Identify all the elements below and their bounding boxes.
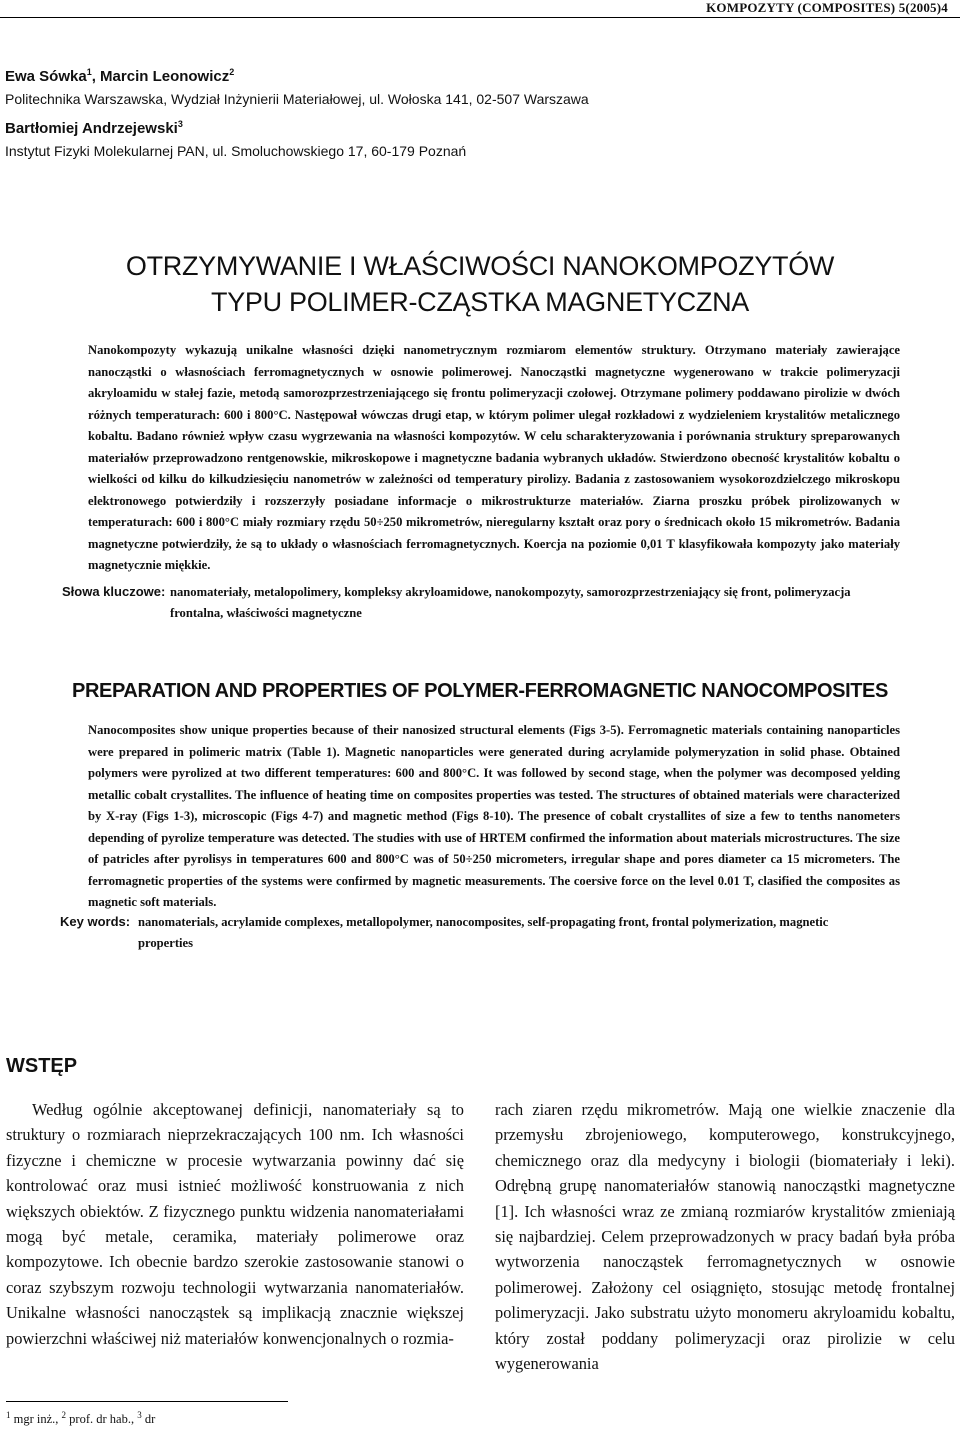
keywords-polish-text: nanomateriały, metalopolimery, kompleksy akryloamidowe, nanokompozyty, samorozprzestrzeniający się front, polimeryzacja frontalna, właściwości magnetyczne (170, 585, 851, 620)
author-sup-3: 3 (177, 119, 183, 129)
footnote-text-3: dr (141, 1412, 156, 1427)
title-polish (0, 248, 960, 320)
author-name-3: Bartłomiej Andrzejewski (5, 120, 178, 137)
header-rule (0, 17, 960, 18)
footnote (6, 1410, 155, 1427)
section-heading-intro: WSTĘP (6, 1055, 78, 1077)
intro-column-left: Według ogólnie akceptowanej definicji, nanomateriały są to struktury o rozmiarach nieprzekraczających 100 nm. Ich własności fizyczne i chemiczne w procesie wytwarzania powinny dać się kontrolować oraz musi istnieć możliwość konstruowania z nich większych obiektów. Z fizycznego punktu widzenia nanomateriałami mogą być metale, ceramika, materiały polimerowe oraz kompozytowe. Ich obecnie bardzo szerokie zastosowanie stanowi o coraz szybszym rozwoju technologii wytwarzania nanomateriałów. Unikalne własności nanocząstek są implikacją znacznie większej powierzchni właściwej niż materiałów konwencjonalnych o rozmia- (6, 1100, 464, 1348)
author-name-1: Ewa Sówka (5, 68, 87, 85)
intro-column-right: rach ziaren rzędu mikrometrów. Mają one wielkie znaczenie dla przemysłu zbrojeniowego, komputerowego, konstrukcyjnego, chemicznego oraz dla medycyny i biologii (biomateriały i leki). Odrębną grupę nanomateriałów stanowią nanocząstki magnetyczne [1]. Ich własności wraz ze zmianą rozmiarów krystalitów zmieniają się najbardziej. Celem przeprowadzonych w pracy badań była próba wytworzenia nanocząstek ferromagnetycznych w osnowie polimerowej. Założony cel osiągnięto, stosując metodę frontalnej polimeryzacji. Jako substratu użyto monomeru akryloamidu kobaltu, który został poddany polimeryzacji oraz pirolizie w celu wygenerowania (495, 1100, 955, 1374)
affiliation-2: Instytut Fizyki Molekularnej PAN, ul. Smoluchowskiego 17, 60-179 Poznań (5, 143, 467, 159)
footnote-sup-1: 1 (6, 1410, 11, 1420)
footnote-text-2: prof. dr hab., (66, 1412, 138, 1427)
keywords-english-label: Key words: (60, 914, 131, 929)
affiliation-1: Politechnika Warszawska, Wydział Inżynierii Materiałowej, ul. Wołoska 141, 02-507 Warszawa (5, 91, 589, 107)
author-name-2: , Marcin Leonowicz (91, 68, 230, 85)
keywords-polish-label: Słowa kluczowe: (62, 584, 166, 599)
footnote-rule (6, 1401, 288, 1402)
authors-block (5, 66, 765, 170)
keywords-english-text: nanomaterials, acrylamide complexes, metallopolymer, nanocomposites, self-propagating front, frontal polymerization, magnetic properties (138, 915, 829, 950)
title-polish-line-2: TYPU POLIMER-CZĄSTKA MAGNETYCZNA (211, 287, 749, 317)
footnote-sup-2: 2 (61, 1410, 67, 1420)
author-names-group1 (5, 66, 765, 88)
running-head: KOMPOZYTY (COMPOSITES) 5(2005)4 (706, 0, 948, 15)
author-names-group2 (5, 118, 765, 140)
abstract-polish: Nanokompozyty wykazują unikalne własności dzięki nanometrycznym rozmiarom elementów struktury. Otrzymano materiały zawierające nanocząstki o własnościach ferromagnetycznych w osnowie polimerowej. Nanocząstki magnetyczne wygenerowano w trakcie polimeryzacji akryloamidu w stałej fazie, metodą samorozprzestrzeniającego się frontu polimeryzacji czołowej. Otrzymane polimery poddawano pirolizie w dwóch różnych temperaturach: 600 i 800°C. Następował wówczas drugi etap, w którym polimer ulegał rozkładowi z wydzieleniem krystalitów metalicznego kobaltu. Badano również wpływ czasu wygrzewania na własności kompozytów. W celu scharakteryzowania i porównania struktury spreparowanych materiałów przeprowadzono rentgenowskie, mikroskopowe i magnetyczne badania wybranych układów. Stwierdzono obecność krystalitów kobaltu o wielkości od kilku do kilkudziesięciu nanometrów w zależności od temperatury pirolizy. Badania z zastosowaniem wysokorozdzielczego mikroskopu elektronowego potwierdziły i rozszerzyły posiadane informacje o mikrostrukturze materiałów. Ziarna proszku próbek pirolizowanych w temperaturach: 600 i 800°C miały rozmiary rzędu 50÷250 mikrometrów, nieregularny kształt oraz pory o średnicach około 15 mikrometrów. Badania magnetyczne potwierdziły, że są to układy o własnościach ferromagnetycznych. Koercja na poziomie 0,01 T klasyfikowała kompozyty jako materiały magnetycznie miękkie. (88, 343, 900, 572)
author-sup-2: 2 (229, 67, 235, 77)
abstract-english: Nanocomposites show unique properties because of their nanosized structural elements (Figs 3-5). Ferromagnetic materials containing nanoparticles were prepared in polimeric matrix (Table 1). Magnetic nanoparticles were generated during acrylamide polymeryzation in solid phase. Obtained polymers were pyrolized at two different temperatures: 600 and 800°C. It was followed by second stage, when the polymer was decomposed yelding metallic cobalt crystallites. The influence of heating time on composites properties was tested. The structures of obtained materials were characterized by X-ray (Figs 1-3), microscopic (Figs 4-7) and magnetic method (Figs 8-10). The presence of cobalt crystallites of size a few to tenths nanometers depending of pyrolize temperature was detected. The studies with use of HRTEM confirmed the information about materials microstructures. The size of patricles after pyrolisys in temperatures 600 and 800°C was of 50÷250 micrometers, irregular shape and pores diameter ca 15 micrometers. The ferromagnetic properties of the systems were confirmed by magnetic measurements. The coersive force on the level 0.01 T, clasified the composites as magnetic soft materials. (88, 723, 900, 909)
author-sup-1: 1 (86, 67, 92, 77)
footnote-sup-3: 3 (137, 1410, 142, 1420)
title-polish-line-1: OTRZYMYWANIE I WŁAŚCIWOŚCI NANOKOMPOZYTÓW (125, 251, 835, 281)
title-english: PREPARATION AND PROPERTIES OF POLYMER-FERROMAGNETIC NANOCOMPOSITES (72, 680, 888, 702)
footnote-text-1: mgr inż., (10, 1412, 62, 1427)
